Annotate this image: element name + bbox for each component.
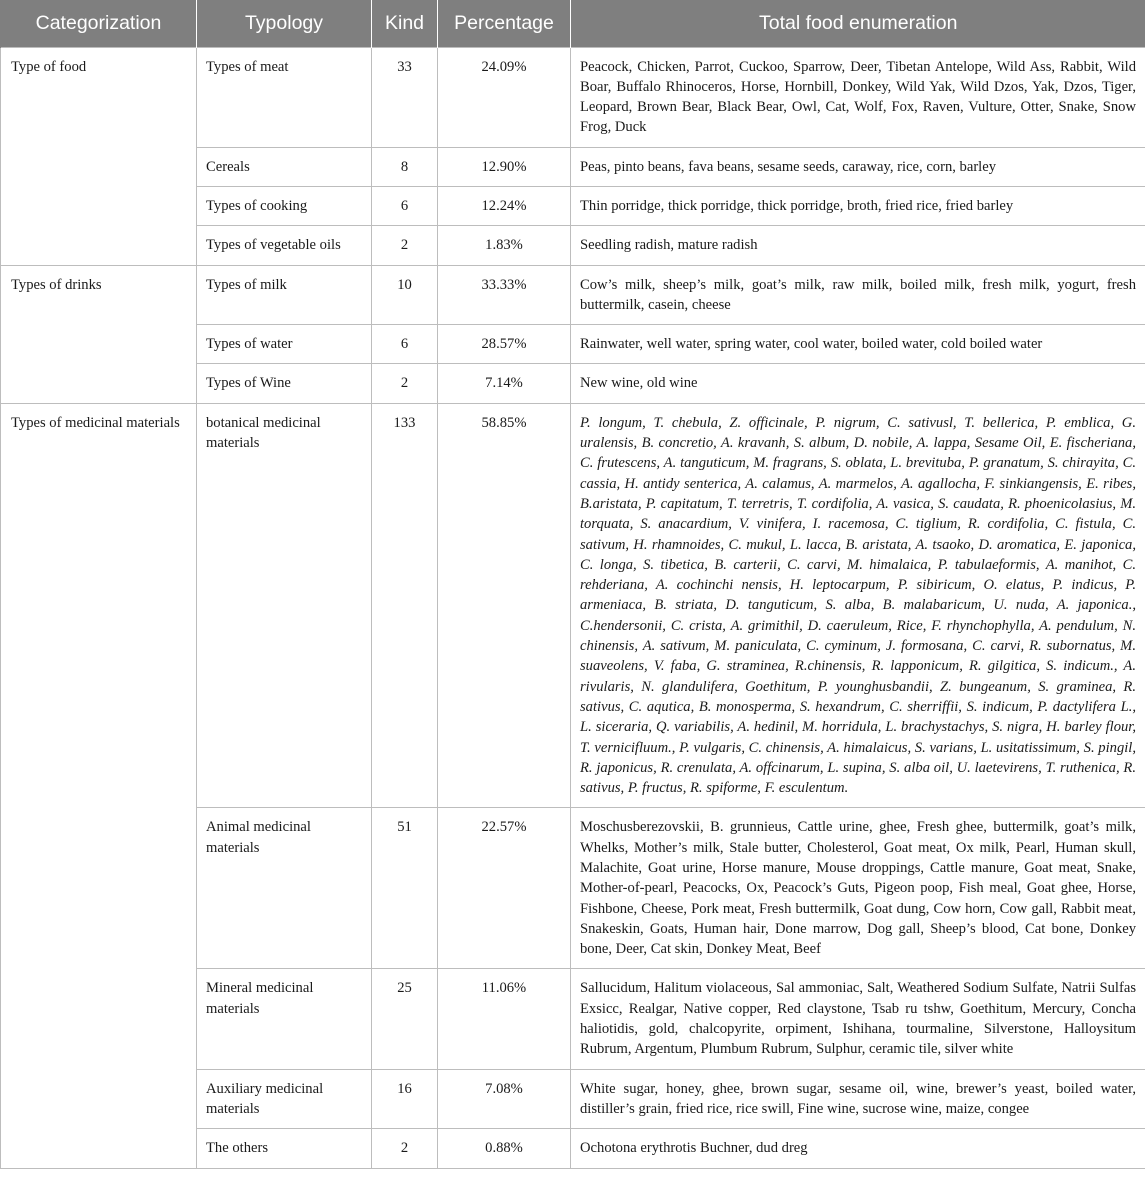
header-total-food-enumeration: Total food enumeration <box>571 0 1145 47</box>
header-percentage: Percentage <box>438 0 571 47</box>
enumeration-cell: Moschusberezovskii, B. grunnieus, Cattle urine, ghee, Fresh ghee, buttermilk, goat’s milk, Whelks, Mother’s milk, Stale butter, Cholesterol, Goat meat, Ox milk, Pearl, Human skull, Malachite, Goat urine, Horse manure, Mouse droppings, Cattle manure, Goat meat, Snake, Mother-of-pearl, Peacocks, Ox, Peacock’s Guts, Pigeon poop, Fish meal, Goat ghee, Horse, Fishbone, Cheese, Pork meat, Fresh buttermilk, Goat dung, Cow horn, Cow gall, Rabbit meat, Snakeskin, Goats, Human hair, Done marrow, Dog gall, Sheep’s blood, Cat bone, Donkey bone, Deer, Cat skin, Donkey Meat, Beef <box>571 808 1145 969</box>
typology-cell: Mineral medicinal materials <box>197 969 372 1069</box>
enumeration-cell: P. longum, T. chebula, Z. officinale, P. nigrum, C. sativusl, T. bellerica, P. emblica, G. uralensis, B. concretio, A. kravanh, S. album, D. nobile, A. lappa, Sesame Oil, E. fischeriana, C. frutescens, A. tanguticum, M. fragrans, S. oblata, L. brevituba, P. granatum, S. chirayita, C. cassia, H. antidy senterica, A. calamus, A. marmelos, A. agallocha, F. sinkiangensis, E. ribes, B.aristata, P. capitatum, T. terretris, T. cordifolia, A. vasica, S. caudata, R. phoenicolasius, M. torquata, S. anacardium, V. vinifera, I. racemosa, C. tiglium, R. cordifolia, C. fistula, C. sativum, H. rhamnoides, C. mukul, L. lacca, B. aristata, A. tsaoko, D. aromatica, E. japonica, C. longa, S. tibetica, B. carterii, C. carvi, M. himalaica, P. tabulaeformis, A. manihot, C. rehderiana, A. cochinchi nensis, H. leptocarpum, P. sibiricum, O. elatus, P. indicus, P. armeniaca, B. striata, D. tanguticum, S. alba, B. malabaricum, U. nuda, A. japonica., C.hendersonii, C. crista, A. grimithil, D. caeruleum, Rice, F. rhynchophylla, A. pendulum, N. chinensis, A. sativum, M. paniculata, C. cyminum, J. formosana, C. carvi, R. subornatus, M. suaveolens, V. faba, G. straminea, R.chinensis, R. lapponicum, R. gilgitica, S. indicum., A. rivularis, N. glandulifera, Goethitum, P. younghusbandii, Z. bungeanum, S. graminea, R. sativus, C. aqutica, B. monosperma, S. hexandrum, C. sherriffii, S. indicum, P. dactylifera L., L. siceraria, Q. variabilis, A. hedinil, M. horridula, L. brachystachys, S. nigra, H. barley flour, T. vernicifluum., P. vulgaris, C. chinensis, A. himalaicus, S. varians, L. usitatissimum, S. pingil, R. japonicus, R. crenulata, A. offcinarum, L. supina, S. alba oil, U. laetevirens, T. ruthenica, R. sativus, P. fructus, R. spiforme, F. esculentum. <box>571 403 1145 808</box>
header-categorization: Categorization <box>1 0 197 47</box>
percentage-cell: 7.08% <box>438 1069 571 1129</box>
enumeration-cell: White sugar, honey, ghee, brown sugar, sesame oil, wine, brewer’s yeast, boiled water, distiller’s grain, fried rice, rice swill, Fine wine, sucrose wine, maize, congee <box>571 1069 1145 1129</box>
kind-cell: 51 <box>372 808 438 969</box>
kind-cell: 2 <box>372 226 438 265</box>
percentage-cell: 58.85% <box>438 403 571 808</box>
typology-cell: Types of water <box>197 325 372 364</box>
header-kind: Kind <box>372 0 438 47</box>
table-header <box>1 0 1145 47</box>
percentage-cell: 24.09% <box>438 47 571 147</box>
typology-cell: Types of Wine <box>197 364 372 403</box>
percentage-cell: 12.24% <box>438 186 571 225</box>
typology-cell: Types of vegetable oils <box>197 226 372 265</box>
header-typology: Typology <box>197 0 372 47</box>
table-row <box>1 47 1145 147</box>
percentage-cell: 0.88% <box>438 1129 571 1168</box>
kind-cell: 25 <box>372 969 438 1069</box>
typology-cell: botanical medicinal materials <box>197 403 372 808</box>
kind-cell: 33 <box>372 47 438 147</box>
enumeration-cell: Cow’s milk, sheep’s milk, goat’s milk, raw milk, boiled milk, fresh milk, yogurt, fresh buttermilk, casein, cheese <box>571 265 1145 325</box>
typology-cell: Animal medicinal materials <box>197 808 372 969</box>
enumeration-cell: New wine, old wine <box>571 364 1145 403</box>
enumeration-cell: Peas, pinto beans, fava beans, sesame seeds, caraway, rice, corn, barley <box>571 147 1145 186</box>
enumeration-cell: Rainwater, well water, spring water, cool water, boiled water, cold boiled water <box>571 325 1145 364</box>
enumeration-cell: Peacock, Chicken, Parrot, Cuckoo, Sparrow, Deer, Tibetan Antelope, Wild Ass, Rabbit, Wild Boar, Buffalo Rhinoceros, Horse, Hornbill, Donkey, Wild Yak, Wild Dzos, Yak, Dzos, Tiger, Leopard, Brown Bear, Black Bear, Owl, Cat, Wolf, Fox, Raven, Vulture, Otter, Snake, Snow Frog, Duck <box>571 47 1145 147</box>
typology-cell: Types of milk <box>197 265 372 325</box>
percentage-cell: 12.90% <box>438 147 571 186</box>
category-cell: Types of medicinal materials <box>1 403 197 1168</box>
category-cell: Type of food <box>1 47 197 265</box>
typology-cell: Cereals <box>197 147 372 186</box>
percentage-cell: 28.57% <box>438 325 571 364</box>
percentage-cell: 22.57% <box>438 808 571 969</box>
kind-cell: 8 <box>372 147 438 186</box>
kind-cell: 10 <box>372 265 438 325</box>
kind-cell: 16 <box>372 1069 438 1129</box>
typology-cell: Types of meat <box>197 47 372 147</box>
enumeration-cell: Ochotona erythrotis Buchner, dud dreg <box>571 1129 1145 1168</box>
kind-cell: 2 <box>372 364 438 403</box>
table-row <box>1 403 1145 808</box>
header-row <box>1 0 1145 47</box>
percentage-cell: 7.14% <box>438 364 571 403</box>
table-row <box>1 265 1145 325</box>
typology-cell: Auxiliary medicinal materials <box>197 1069 372 1129</box>
percentage-cell: 33.33% <box>438 265 571 325</box>
typology-cell: Types of cooking <box>197 186 372 225</box>
percentage-cell: 11.06% <box>438 969 571 1069</box>
enumeration-cell: Seedling radish, mature radish <box>571 226 1145 265</box>
kind-cell: 2 <box>372 1129 438 1168</box>
enumeration-cell: Thin porridge, thick porridge, thick porridge, broth, fried rice, fried barley <box>571 186 1145 225</box>
table-body <box>1 47 1145 1168</box>
category-cell: Types of drinks <box>1 265 197 403</box>
percentage-cell: 1.83% <box>438 226 571 265</box>
kind-cell: 6 <box>372 325 438 364</box>
enumeration-cell: Sallucidum, Halitum violaceous, Sal ammoniac, Salt, Weathered Sodium Sulfate, Natrii Sulfas Exsicc, Realgar, Native copper, Red claystone, Tsab ru tshw, Goethitum, Mercury, Concha haliotidis, gold, chalcopyrite, orpiment, Ishihana, tourmaline, Silverstone, Halloysitum Rubrum, Argentum, Plumbum Rubrum, Sulphur, ceramic tile, silver white <box>571 969 1145 1069</box>
kind-cell: 133 <box>372 403 438 808</box>
typology-cell: The others <box>197 1129 372 1168</box>
kind-cell: 6 <box>372 186 438 225</box>
